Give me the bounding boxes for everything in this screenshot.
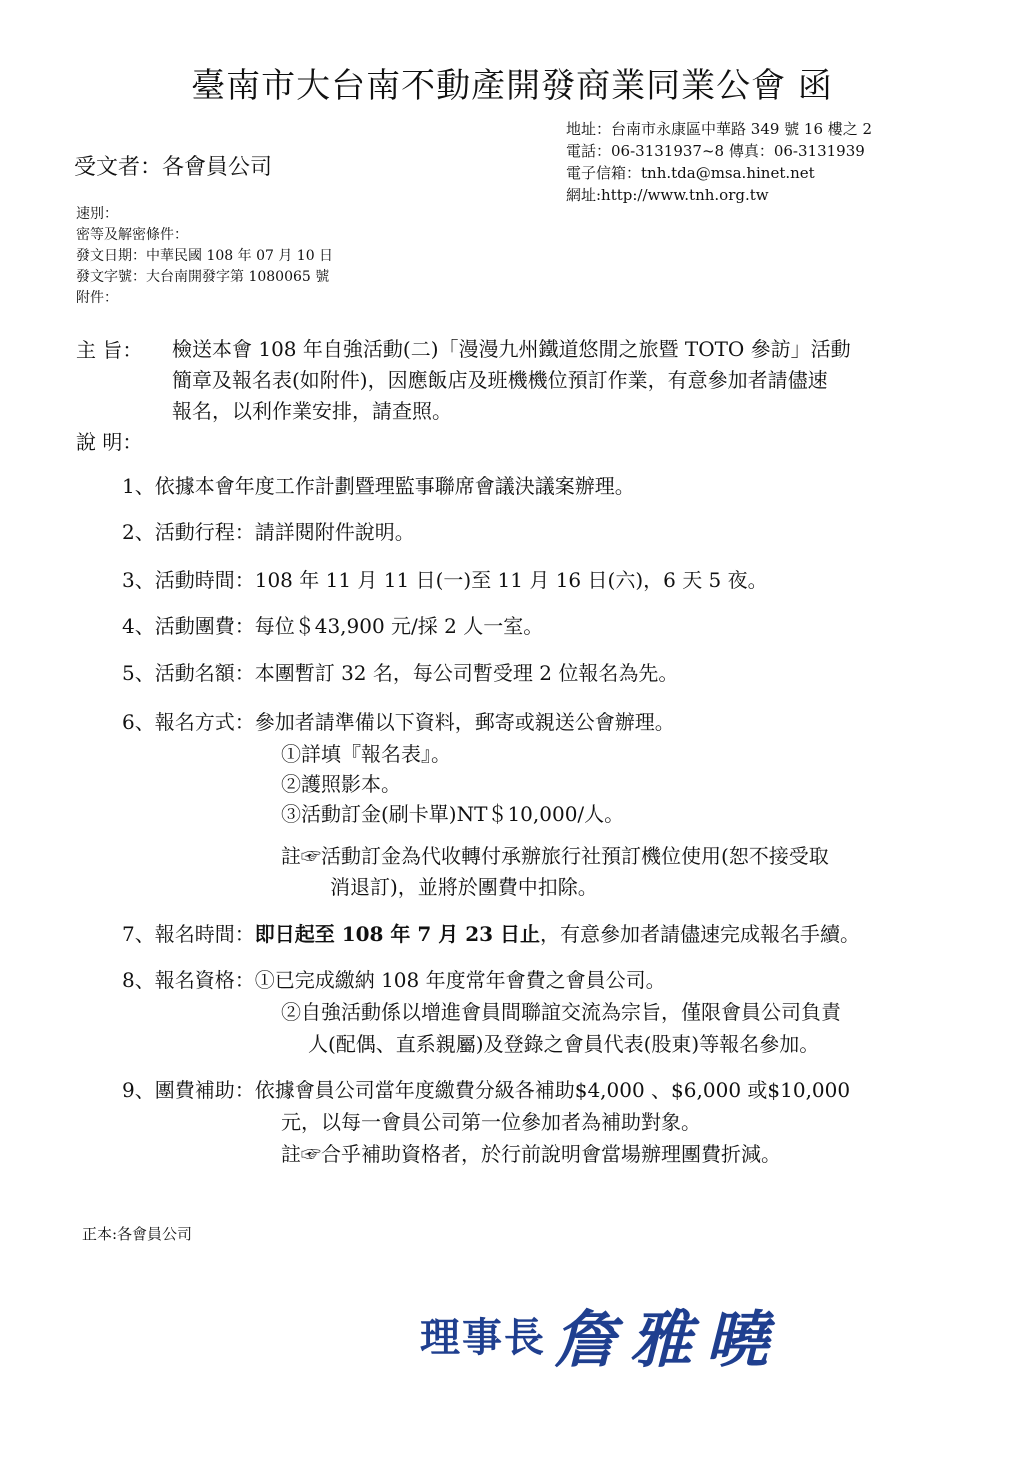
item-7-deadline: 即日起至 108 年 7 月 23 日止 — [254, 922, 541, 946]
item-9-note: 註☞合乎補助資格者，於行前說明會當場辦理團費折減。 — [281, 1142, 781, 1166]
item-4: 4、活動團費：每位＄43,900 元/採 2 人一室。 — [122, 614, 544, 638]
meta-date: 發文日期：中華民國 108 年 07 月 10 日 — [76, 248, 334, 264]
meta-number: 發文字號：大台南開發字第 1080065 號 — [76, 269, 330, 285]
document-meta — [76, 204, 333, 309]
item-6-sub-2: ②護照影本。 — [281, 772, 401, 796]
item-7-suffix: ，有意參加者請儘速完成報名手續。 — [540, 922, 861, 946]
meta-attachment: 附件： — [76, 290, 118, 306]
subject-line: 檢送本會 108 年自強活動(二)「漫漫九州鐵道悠閒之旅暨 TOTO 參訪」活動 — [172, 337, 851, 361]
item-9-cont: 元，以每一會員公司第一位參加者為補助對象。 — [281, 1110, 701, 1134]
item-7 — [122, 918, 860, 947]
meta-speed: 速別： — [76, 206, 118, 222]
item-9: 9、團費補助：依據會員公司當年度繳費分級各補助$4,000 、$6,000 或$10,000 — [122, 1078, 851, 1102]
signature-title: 理事長 — [420, 1314, 546, 1361]
document-title: 臺南市大台南不動產開發商業同業公會 函 — [191, 66, 833, 106]
item-8: 8、報名資格：①已完成繳納 108 年度常年會費之會員公司。 — [122, 968, 666, 992]
cc-recipient: 正本:各會員公司 — [82, 1225, 193, 1243]
meta-secrecy: 密等及解密條件： — [76, 227, 188, 243]
subject-line: 簡章及報名表(如附件)，因應飯店及班機機位預訂作業，有意參加者請儘速 — [172, 368, 828, 392]
item-3: 3、活動時間：108 年 11 月 11 日(一)至 11 月 16 日(六)，6 天 5 夜。 — [122, 568, 768, 592]
item-8-sub-2-cont: 人(配偶、直系親屬)及登錄之會員代表(股東)等報名參加。 — [308, 1032, 820, 1056]
subject-text — [172, 334, 972, 427]
signature-name: 詹雅曉 — [554, 1303, 783, 1376]
chairman-signature — [420, 1290, 782, 1379]
item-6-note-cont: 消退訂)，並將於團費中扣除。 — [330, 875, 598, 899]
item-6-note: 註☞活動訂金為代收轉付承辦旅行社預訂機位使用(恕不接受取 — [281, 844, 829, 868]
subject-label: 主 旨： — [76, 338, 143, 362]
phone-fax: 電話：06-3131937~8 傳真：06-3131939 — [566, 142, 865, 160]
website: 網址:http://www.tnh.org.tw — [566, 186, 769, 204]
item-6-sub-1: ①詳填『報名表』。 — [281, 742, 451, 766]
item-7-prefix: 7、報名時間： — [122, 922, 255, 946]
item-8-sub-2: ②自強活動係以增進會員間聯誼交流為宗旨，僅限會員公司負責 — [281, 1000, 841, 1024]
item-6: 6、報名方式：參加者請準備以下資料，郵寄或親送公會辦理。 — [122, 710, 675, 734]
subject-line: 報名，以利作業安排，請查照。 — [172, 399, 452, 423]
contact-block — [566, 118, 872, 206]
item-5: 5、活動名額：本團暫訂 32 名，每公司暫受理 2 位報名為先。 — [122, 661, 679, 685]
item-1: 1、依據本會年度工作計劃暨理監事聯席會議決議案辦理。 — [122, 474, 635, 498]
email: 電子信箱：tnh.tda@msa.hinet.net — [566, 164, 815, 182]
explanation-label: 說 明： — [76, 430, 143, 454]
item-2: 2、活動行程：請詳閱附件說明。 — [122, 520, 415, 544]
address: 地址：台南市永康區中華路 349 號 16 樓之 2 — [566, 120, 873, 138]
recipient: 受文者：各會員公司 — [74, 155, 273, 180]
item-6-sub-3: ③活動訂金(刷卡單)NT＄10,000/人。 — [281, 802, 625, 826]
